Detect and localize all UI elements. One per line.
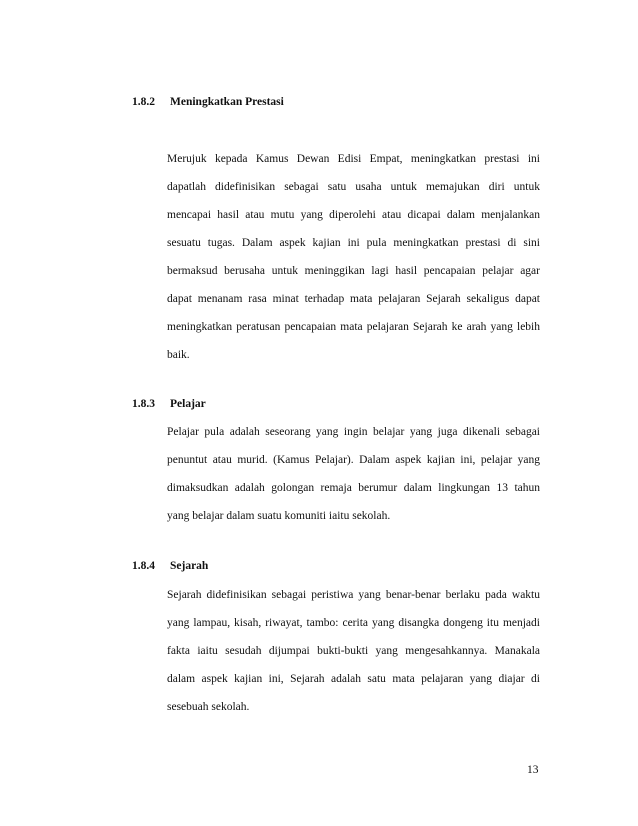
paragraph-line: dimaksudkan adalah golongan remaja berumur dalam lingkungan 13 tahun — [167, 482, 540, 494]
section-title: Meningkatkan Prestasi — [170, 96, 284, 108]
paragraph-line: Pelajar pula adalah seseorang yang ingin belajar yang juga dikenali sebagai — [167, 426, 540, 438]
paragraph-line: fakta iaitu sesudah dijumpai bukti-bukti yang mengesahkannya. Manakala — [167, 645, 540, 657]
paragraph-line: penuntut atau murid. (Kamus Pelajar). Dalam aspek kajian ini, pelajar yang — [167, 454, 540, 466]
section-title: Pelajar — [170, 398, 206, 410]
paragraph-line: Merujuk kepada Kamus Dewan Edisi Empat, meningkatkan prestasi ini — [167, 153, 540, 165]
paragraph-line: bermaksud berusaha untuk meninggikan lagi hasil pencapaian pelajar agar — [167, 265, 540, 277]
paragraph-line: meningkatkan peratusan pencapaian mata pelajaran Sejarah ke arah yang lebih — [167, 321, 540, 333]
paragraph-line: yang belajar dalam suatu komuniti iaitu sekolah. — [167, 510, 391, 522]
paragraph-line: dapat menanam rasa minat terhadap mata pelajaran Sejarah sekaligus dapat — [167, 293, 540, 305]
section-number: 1.8.3 — [132, 398, 155, 410]
paragraph-line: mencapai hasil atau mutu yang diperolehi atau dicapai dalam menjalankan — [167, 209, 540, 221]
paragraph-line: sesebuah sekolah. — [167, 701, 250, 713]
page-number: 13 — [527, 764, 539, 776]
paragraph-line: sesuatu tugas. Dalam aspek kajian ini pula meningkatkan prestasi di sini — [167, 237, 540, 249]
paragraph-line: dalam aspek kajian ini, Sejarah adalah satu mata pelajaran yang diajar di — [167, 673, 540, 685]
section-heading — [132, 96, 284, 108]
section-heading — [132, 398, 206, 410]
paragraph-line: baik. — [167, 349, 190, 361]
paragraph-line: dapatlah didefinisikan sebagai satu usaha untuk memajukan diri untuk — [167, 181, 540, 193]
section-heading — [132, 560, 208, 572]
section-title: Sejarah — [170, 560, 209, 572]
section-number: 1.8.4 — [132, 560, 155, 572]
paragraph-line: Sejarah didefinisikan sebagai peristiwa yang benar-benar berlaku pada waktu — [167, 589, 540, 601]
section-number: 1.8.2 — [132, 96, 155, 108]
paragraph-line: yang lampau, kisah, riwayat, tambo: cerita yang disangka dongeng itu menjadi — [167, 617, 540, 629]
